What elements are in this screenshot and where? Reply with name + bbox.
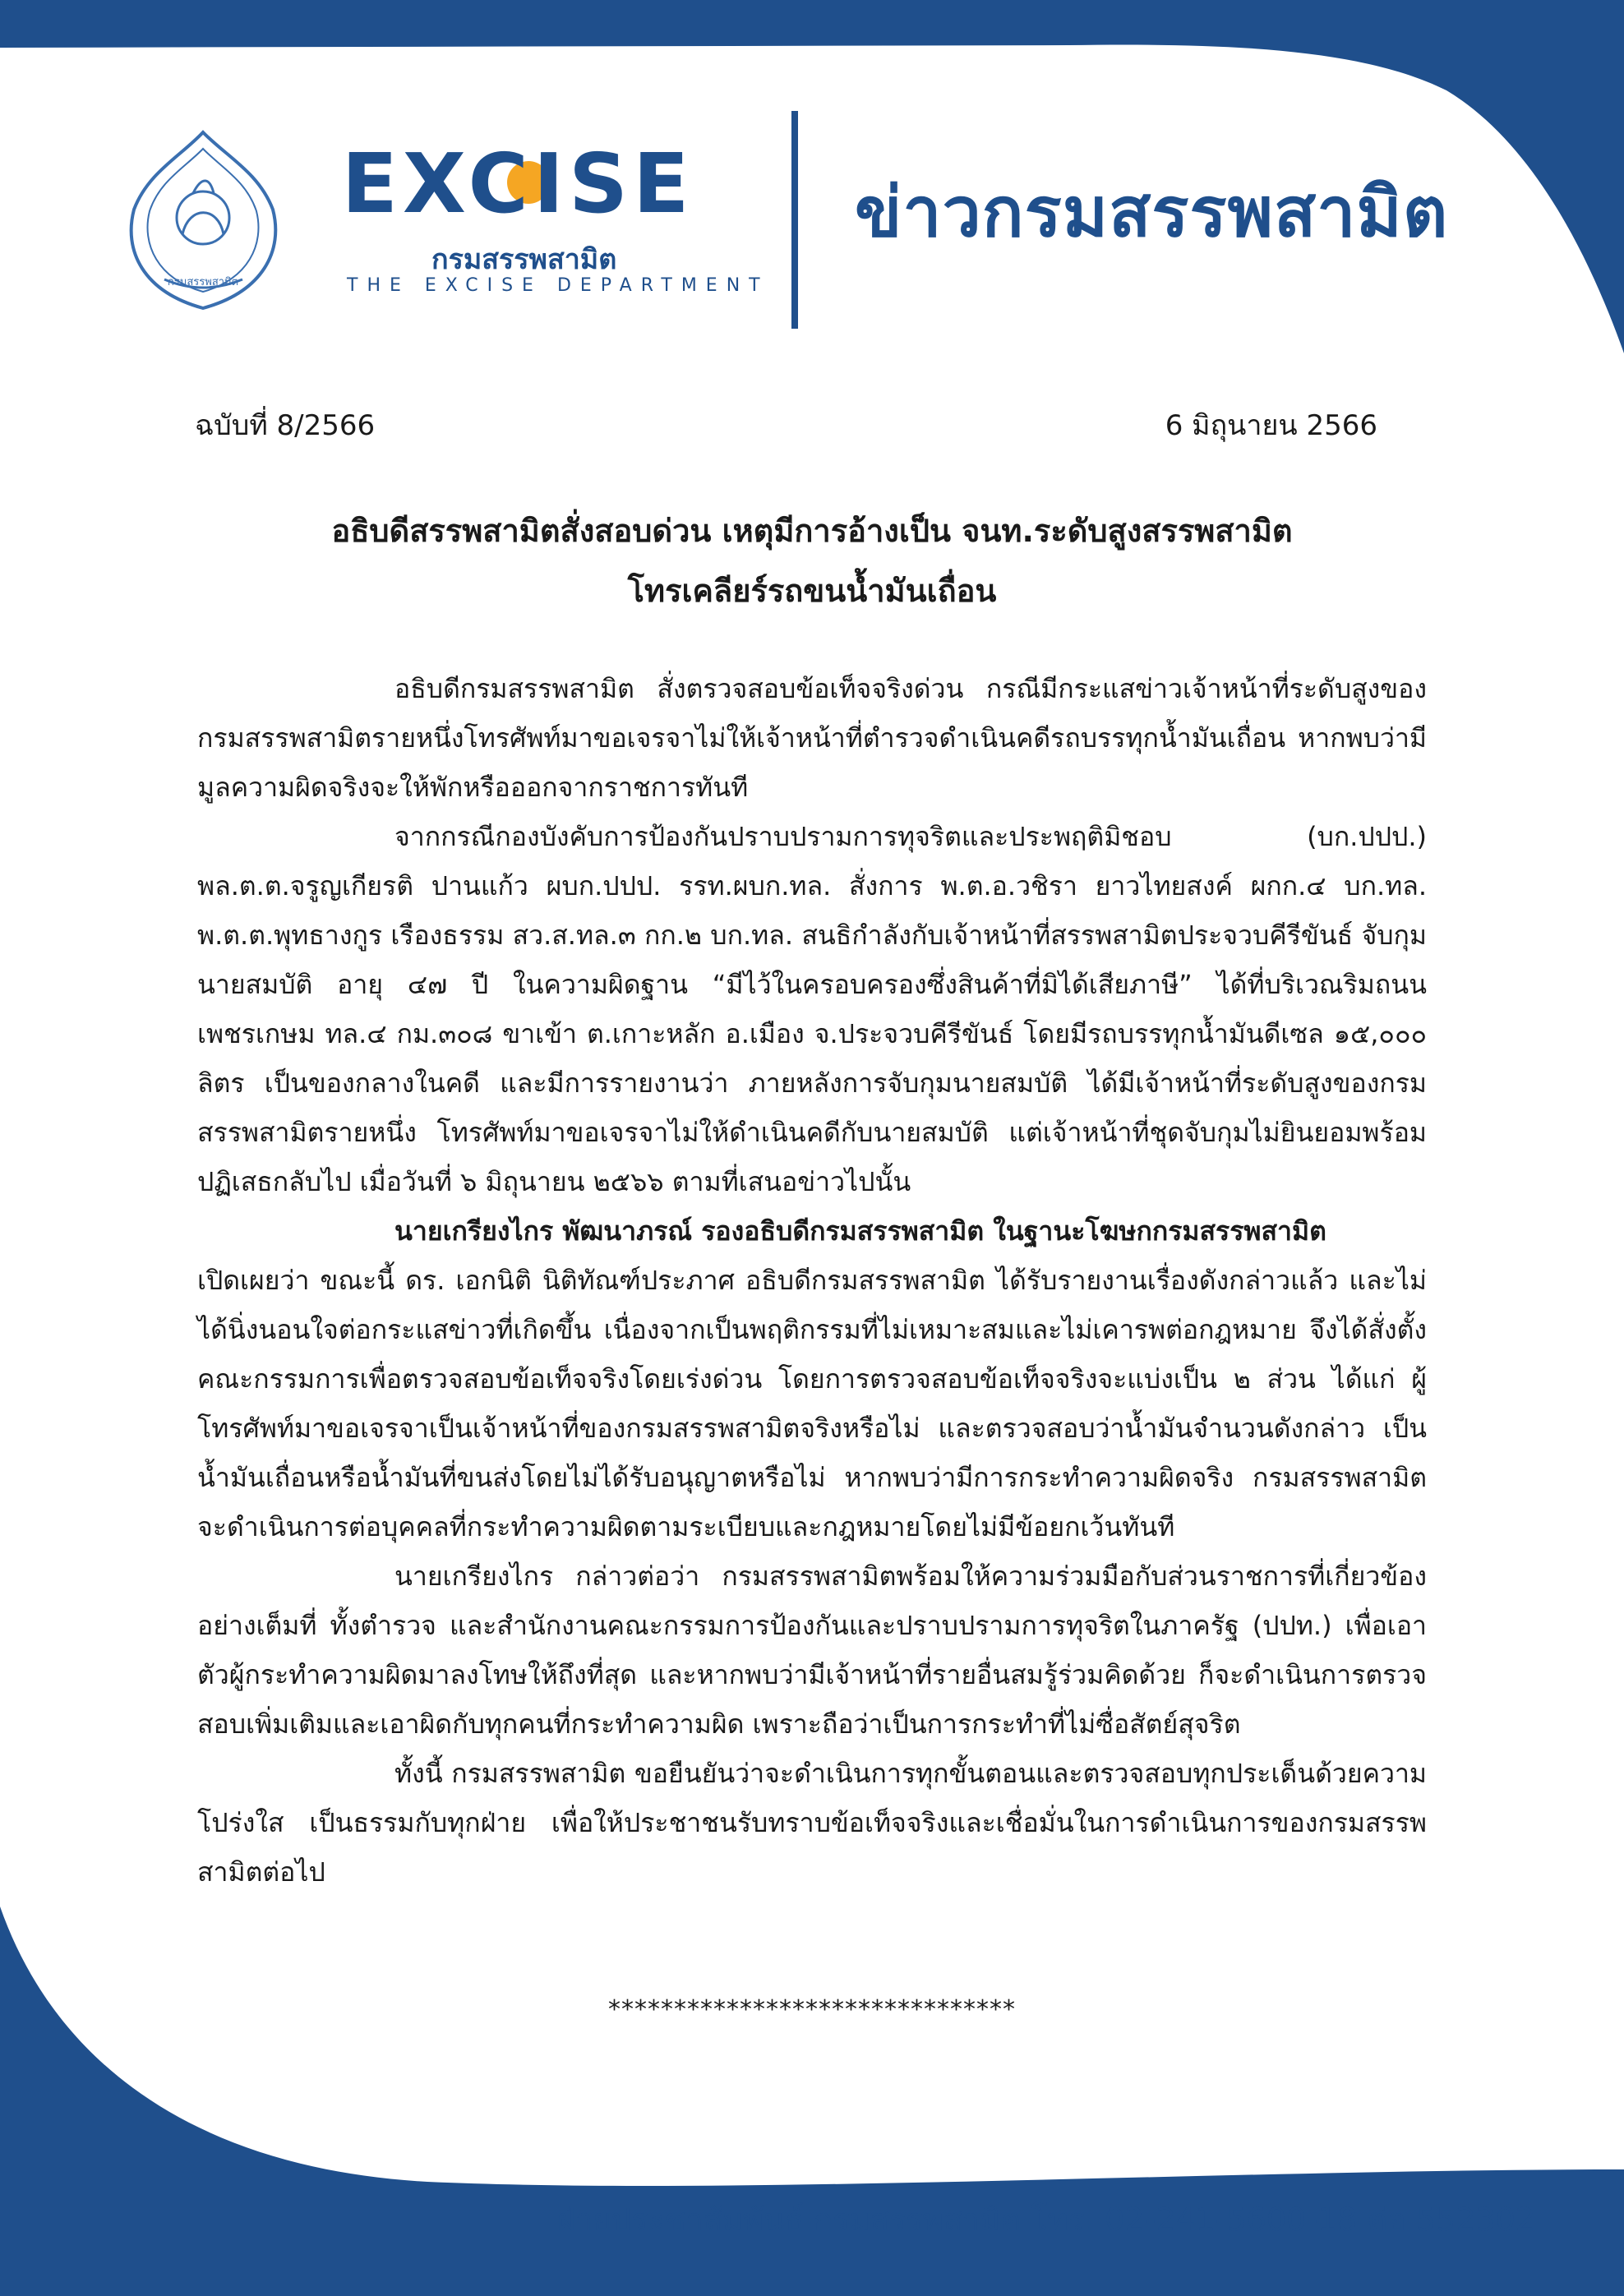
- issue-date: 6 มิถุนายน 2566: [1165, 409, 1377, 442]
- paragraph-4: นายเกรียงไกร กล่าวต่อว่า กรมสรรพสามิตพร้อมให้ความร่วมมือกับส่วนราชการที่เกี่ยวข้องอย่างเต็มที่ ทั้งตำรวจ และสำนักงานคณะกรรมการป้องกันและปราบปรามการทุจริตในภาครัฐ (ปปท.) เพื่อเอาตัวผู้กระทำความผิดมาลงโทษให้ถึงที่สุด และหากพบว่ามีเจ้าหน้าที่รายอื่นสมรู้ร่วมคิดด้วย ก็จะดำเนินการตรวจสอบเพิ่มเติมและเอาผิดกับทุกคนที่กระทำความผิด เพราะถือว่าเป็นการกระทำที่ไม่ซื่อสัตย์สุจริต: [197, 1561, 1427, 1740]
- paragraph-3-text: เปิดเผยว่า ขณะนี้ ดร. เอกนิติ นิติทัณฑ์ประภาศ อธิบดีกรมสรรพสามิต ได้รับรายงานเรื่องดังกล่าวแล้ว และไม่ได้นิ่งนอนใจต่อกระแสข่าวที่เกิดขึ้น เนื่องจากเป็นพฤติกรรมที่ไม่เหมาะสมและไม่เคารพต่อกฎหมาย จึงได้สั่งตั้งคณะกรรมการเพื่อตรวจสอบข้อเท็จจริงโดยเร่งด่วน โดยการตรวจสอบข้อเท็จจริงจะแบ่งเป็น ๒ ส่วน ได้แก่ ผู้โทรศัพท์มาขอเจรจาเป็นเจ้าหน้าที่ของกรมสรรพสามิตจริงหรือไม่ และตรวจสอบว่าน้ำมันจำนวนดังกล่าว เป็นน้ำมันเถื่อนหรือน้ำมันที่ขนส่งโดยไม่ได้รับอนุญาตหรือไม่ หากพบว่ามีการกระทำความผิดจริง กรมสรรพสามิตจะดำเนินการต่อบุคคลที่กระทำความผิดตามระเบียบและกฎหมายโดยไม่มีข้อยกเว้นทันที: [197, 1265, 1427, 1542]
- article-body: [197, 664, 1427, 1897]
- headline-line-2: โทรเคลียร์รถขนน้ำมันเถื่อน: [627, 573, 997, 609]
- paragraph-1: อธิบดีกรมสรรพสามิต สั่งตรวจสอบข้อเท็จจริงด่วน กรณีมีกระแสข่าวเจ้าหน้าที่ระดับสูงของกรมสรรพสามิตรายหนึ่งโทรศัพท์มาขอเจรจาไม่ให้เจ้าหน้าที่ตำรวจดำเนินคดีรถบรรทุกน้ำมันเถื่อน หากพบว่ามีมูลความผิดจริงจะให้พักหรือออกจากราชการทันที: [197, 673, 1427, 803]
- paragraph-2: จากกรณีกองบังคับการป้องกันปราบปรามการทุจริตและประพฤติมิชอบ (บก.ปปป.) พล.ต.ต.จรูญเกียรติ ปานแก้ว ผบก.ปปป. รรท.ผบก.ทล. สั่งการ พ.ต.อ.วชิรา ยาวไทยสงค์ ผกก.๔ บก.ทล. พ.ต.ต.พุทธางกูร เรืองธรรม สว.ส.ทล.๓ กก.๒ บก.ทล. สนธิกำลังกับเจ้าหน้าที่สรรพสามิตประจวบคีรีขันธ์ จับกุม นายสมบัติ อายุ ๔๗ ปี ในความผิดฐาน “มีไว้ในครอบครองซึ่งสินค้าที่มิได้เสียภาษี” ได้ที่บริเวณริมถนนเพชรเกษม ทล.๔ กม.๓๐๘ ขาเข้า ต.เกาะหลัก อ.เมือง จ.ประจวบคีรีขันธ์ โดยมีรถบรรทุกน้ำมันดีเซล ๑๕,๐๐๐ ลิตร เป็นของกลางในคดี และมีการรายงานว่า ภายหลังการจับกุมนายสมบัติ ได้มีเจ้าหน้าที่ระดับสูงของกรมสรรพสามิตรายหนึ่ง โทรศัพท์มาขอเจรจาไม่ให้ดำเนินคดีกับนายสมบัติ แต่เจ้าหน้าที่ชุดจับกุมไม่ยินยอมพร้อมปฏิเสธกลับไป เมื่อวันที่ ๖ มิถุนายน ๒๕๖๖ ตามที่เสนอข่าวไปนั้น: [197, 821, 1427, 1197]
- department-seal: [123, 127, 284, 312]
- logo-text: EXCISE: [341, 140, 694, 230]
- excise-logo: [316, 140, 719, 230]
- end-separator: *******************************: [608, 1995, 1016, 2024]
- issue-number: ฉบับที่ 8/2566: [195, 409, 376, 442]
- header-divider: [791, 111, 798, 329]
- news-title: ข่าวกรมสรรพสามิต: [855, 172, 1449, 252]
- footer-contact: ฝ่ายประชาสัมพันธ์ กรมสรรพสามิต โทร. 02-241-5600-18 ต่อ 552302: [556, 2201, 1535, 2238]
- paragraph-3: [197, 1206, 1427, 1551]
- headline-line-1: อธิบดีสรรพสามิตสั่งสอบด่วน เหตุมีการอ้างเป็น จนท.ระดับสูงสรรพสามิต: [331, 513, 1293, 549]
- dept-name-th: กรมสรรพสามิต: [431, 243, 617, 276]
- dept-name-en: THE EXCISE DEPARTMENT: [347, 275, 769, 296]
- spokesperson-intro: นายเกรียงไกร พัฒนาภรณ์ รองอธิบดีกรมสรรพสามิต ในฐานะโฆษกกรมสรรพสามิต: [394, 1215, 1326, 1247]
- bottom-band: [0, 2283, 1624, 2296]
- paragraph-5: ทั้งนี้ กรมสรรพสามิต ขอยืนยันว่าจะดำเนินการทุกขั้นตอนและตรวจสอบทุกประเด็นด้วยความโปร่งใส เป็นธรรมกับทุกฝ่าย เพื่อให้ประชาชนรับทราบข้อเท็จจริงและเชื่อมั่นในการดำเนินการของกรมสรรพสามิตต่อไป: [197, 1758, 1427, 1888]
- seal-text: กรมสรรพสามิต: [167, 276, 239, 288]
